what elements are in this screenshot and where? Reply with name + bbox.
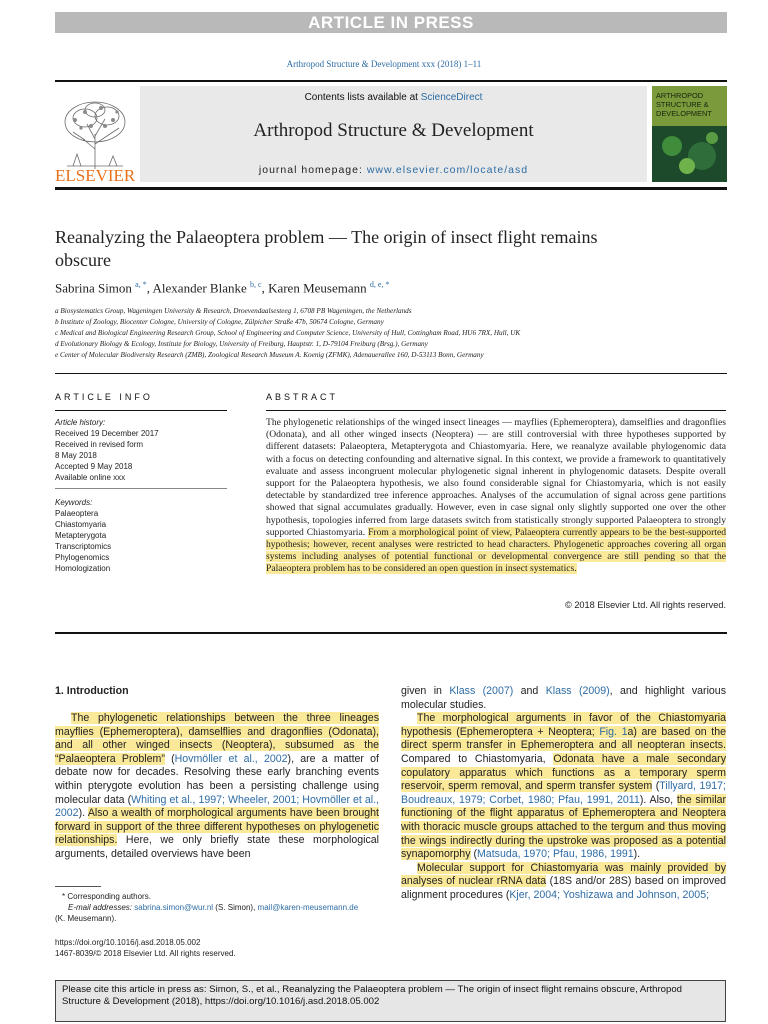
affiliation-item: a Biosystematics Group, Wageningen University & Research, Droevendaalsesteeg 1, 6708 PB Wageningen, the Netherlands xyxy=(55,307,412,315)
cover-title-line: STRUCTURE & xyxy=(656,100,709,109)
keyword-item[interactable]: Chiastomyaria xyxy=(55,520,107,529)
highlighted-text: Molecular support for Chiastomyaria was mainly provided by analyses of nuclear rRNA data xyxy=(401,861,726,888)
email-label: E-mail addresses: xyxy=(68,903,135,912)
abstract-heading: ABSTRACT xyxy=(266,392,339,402)
abstract-body: The phylogenetic relationships of the winged insect lineages — mayflies (Ephemeroptera), damselflies and dragonflies (Odonata), and all other winged insects (Neoptera) — are still controversial with three hypotheses supported by different datasets: Palaeoptera, Metapterygota and Chiastomyaria. Here, we reanalyze available phylogenomic data with a focus on detecting confounding and alternative signal. In this context, we provide a framework to quantitatively evaluate and assess incongruent molecular phylogenetic signal inherent in phylogenomic datasets. Despite overall support for the Palaeoptera hypothesis, we also found considerable signal for Chiastomyaria, which is not easily detectable by standardized tree inference approaches. Analyses of the accumulation of signal across gene partitions showed that signal accumulates gradually. However, even in case signal only slightly supported one over the other hypothesis, topologies inferred from large datasets switch from statistically strongly supported Palaeoptera to strongly supported Chiastomyaria. xyxy=(266,417,726,538)
paragraph-text: (18S and/or 28S) based on improved alignment procedures ( xyxy=(401,875,726,901)
reference-link[interactable]: Klass (2007) xyxy=(449,685,514,697)
elsevier-wordmark: ELSEVIER xyxy=(55,166,136,185)
issn-line: 1467-8039/© 2018 Elsevier Ltd. All rights reserved. xyxy=(55,949,236,958)
highlighted-text: Odonata have a male secondary copulatory apparatus which functions as a temporary sperm reservoir, sperm removal, and sperm transfer system xyxy=(401,752,726,793)
reference-link[interactable]: Hovmöller et al., 2002 xyxy=(174,752,288,765)
history-item: Accepted 9 May 2018 xyxy=(55,462,133,471)
doi-link[interactable]: https://doi.org/10.1016/j.asd.2018.05.002 xyxy=(55,938,201,947)
header-top-rule xyxy=(55,80,727,82)
keyword-item[interactable]: Transcriptomics xyxy=(55,542,112,551)
paragraph-text: Compared to Chiastomyaria, xyxy=(401,752,554,765)
email-owner: (S. Simon), xyxy=(213,903,258,912)
author-list: Sabrina Simon $^{a, *}$, Alexander Blanke $^{b, c}$, Karen Meusemann $^{d, e, *}$ xyxy=(55,280,390,296)
keyword-item[interactable]: Metapterygota xyxy=(55,531,107,540)
affiliation-item: e Center of Molecular Biodiversity Research (ZMB), Zoological Research Museum A. Koenig (ZFMK), Adenauerallee 160, D-53113 Bonn, Germany xyxy=(55,351,484,359)
keywords-label: Keywords: xyxy=(55,498,93,507)
history-item: Received 19 December 2017 xyxy=(55,429,159,438)
cover-illustration xyxy=(652,126,727,182)
corresponding-authors-note: * Corresponding authors. xyxy=(62,892,151,901)
paragraph-text: ). Also, xyxy=(639,793,677,806)
article-history xyxy=(55,417,227,483)
email-owner: (K. Meusemann). xyxy=(55,914,117,923)
paragraph-text: , and highlight various molecular studies. xyxy=(401,685,726,711)
author-affiliation-marker[interactable]: b, c xyxy=(250,280,262,289)
author-name[interactable]: Sabrina Simon xyxy=(55,280,132,296)
journal-reference-link[interactable]: Arthropod Structure & Development xxx (2018) 1–11 xyxy=(286,59,482,69)
history-item: 8 May 2018 xyxy=(55,451,97,460)
keywords-block xyxy=(55,497,227,574)
reference-link[interactable]: Tillyard, 1917; Boudreaux, 1979; Corbet, 1980; Pfau, 1991, 2011 xyxy=(401,780,726,806)
abstract-copyright: © 2018 Elsevier Ltd. All rights reserved. xyxy=(565,600,726,610)
article-info-heading: ARTICLE INFO xyxy=(55,392,153,402)
citation-notice-box: Please cite this article in press as: Simon, S., et al., Reanalyzing the Palaeoptera problem — The origin of insect flight remains obscure, Arthropod Structure & Development (2018), https://doi.org/10.1016/j.asd.2018.05.002 xyxy=(55,980,726,1022)
keyword-item[interactable]: Phylogenomics xyxy=(55,553,110,562)
article-info-rule xyxy=(55,410,227,411)
paragraph-text: Here, we only briefly state these morphological arguments, detailed overviews have been xyxy=(55,834,379,860)
abstract-text xyxy=(266,417,726,576)
history-item: Available online xxx xyxy=(55,473,126,482)
reference-link[interactable]: Klass (2009) xyxy=(545,685,610,697)
section-divider xyxy=(55,373,727,374)
footnote-rule xyxy=(55,886,101,887)
sciencedirect-link[interactable]: ScienceDirect xyxy=(420,92,483,103)
email-addresses xyxy=(68,903,388,914)
cover-title-line: DEVELOPMENT xyxy=(656,109,712,118)
affiliation-item: b Institute of Zoology, Biocenter Cologne, University of Cologne, Zülpicher Straße 47b, 50674 Cologne, Germany xyxy=(55,318,384,326)
keyword-item[interactable]: Homologization xyxy=(55,564,111,573)
section-divider xyxy=(55,632,727,634)
email-link[interactable]: sabrina.simon@wur.nl xyxy=(134,903,214,912)
right-column-text: given in Klass (2007) and Klass (2009), and highlight various molecular studies. The morphological arguments in favor of the Chiastomyaria hypothesis (Ephemeroptera + Neoptera; Fig. 1a) are based on the direct sperm transfer in Ephemeroptera and all neopteran insects. Compared to Chiastomyaria, Odonata have a male secondary copulatory apparatus which functions as a temporary sperm reservoir, sperm removal, and sperm transfer system (Tillyard, 1917; Boudreaux, 1979; Corbet, 1980; Pfau, 1991, 2011). Also, the similar functioning of the flight apparatus of Ephemeroptera and Neoptera with thoracic muscle groups attached to the tergum and thus moving the wings indirectly during the upstroke was proposed as a potential synapomorphy (Matsuda, 1970; Pfau, 1986, 1991). Molecular support for Chiastomyaria was mainly provided by analyses of nuclear rRNA data (18S and/or 28S) based on improved alignment procedures (Kjer, 2004; Yoshizawa and Johnson, 2005; xyxy=(401,685,726,901)
history-item: Received in revised form xyxy=(55,440,144,449)
journal-homepage xyxy=(140,164,647,176)
highlighted-text: Also a wealth of morphological arguments have been brought forward in support of the three different hypotheses on phylogenetic relationships. xyxy=(55,807,379,847)
journal-cover-thumbnail[interactable] xyxy=(652,86,727,182)
homepage-link[interactable]: www.elsevier.com/locate/asd xyxy=(366,164,529,176)
reference-link[interactable]: Matsuda, 1970; Pfau, 1986, 1991 xyxy=(476,848,634,861)
paragraph-text: and xyxy=(513,685,546,697)
cover-title xyxy=(656,91,726,118)
keyword-item[interactable]: Palaeoptera xyxy=(55,509,99,518)
abstract-rule xyxy=(266,410,726,411)
cover-title-line: ARTHROPOD xyxy=(656,91,704,100)
keywords-rule xyxy=(55,488,227,489)
contents-prefix: Contents lists available at xyxy=(304,92,421,103)
highlighted-text: a) are based on the direct sperm transfer in Ephemeroptera and all neopteran insects. xyxy=(401,725,726,752)
paragraph-text: given in xyxy=(401,685,450,697)
contents-line xyxy=(140,92,647,103)
author-affiliation-marker[interactable]: a, * xyxy=(135,280,147,289)
history-label: Article history: xyxy=(55,418,106,427)
highlighted-text: The morphological arguments in favor of the Chiastomyaria hypothesis (Ephemeroptera + Neoptera; xyxy=(401,712,726,738)
header-bottom-rule xyxy=(55,187,727,190)
journal-title: Arthropod Structure & Development xyxy=(253,120,534,141)
affiliation-item: d Evolutionary Biology & Ecology, Institute for Biology, University of Freiburg, Hauptstr. 1, D-79104 Freiburg (Brsg.), Germany xyxy=(55,340,428,348)
author-affiliation-marker[interactable]: d, e, * xyxy=(369,280,390,289)
homepage-prefix: journal homepage: xyxy=(258,164,367,176)
figure-link[interactable]: Fig. 1 xyxy=(599,725,628,738)
author-name[interactable]: Alexander Blanke xyxy=(152,280,247,296)
paragraph-text: ), are a matter of debate now for decades. Resolving these early branching events within pterygote evolution has been a persisting challenge using molecular data ( xyxy=(55,752,379,806)
email-link[interactable]: mail@karen-meusemann.de xyxy=(257,903,359,912)
introduction-heading: 1. Introduction xyxy=(55,685,129,697)
highlighted-text: the similar functioning of the flight apparatus of Ephemeroptera and Neoptera with thoracic muscle groups attached to the tergum and thus moving the wings indirectly during the upstroke was proposed as a potential synapomorphy xyxy=(401,793,726,861)
author-name[interactable]: Karen Meusemann xyxy=(268,280,367,296)
introduction-paragraph: The phylogenetic relationships between the three lineages mayflies (Ephemeroptera), damselflies and dragonflies (Odonata), and all other winged insects (Neoptera), subsumed as the “Palaeoptera Problem” (Hovmöller et al., 2002), are a matter of debate now for decades. Resolving these early branching events within pterygote evolution has been a persisting challenge using molecular data (Whiting et al., 1997; Wheeler, 2001; Hovmöller et al., 2002). Also a wealth of morphological arguments have been brought forward in support of the three different hypotheses on phylogenetic relationships. Here, we only briefly state these morphological arguments, detailed overviews have been xyxy=(55,712,379,860)
abstract-highlight: From a morphological point of view, Palaeoptera currently appears to be the best-supported hypothesis; however, recent analyses were restricted to head characters. Phylogenetic approaches covering all organ systems including analyses of potential functional or developmental convergence are still pending so that the Palaeoptera problem has to be considered an open question in insect systematics. xyxy=(266,526,727,575)
article-in-press-banner: ARTICLE IN PRESS xyxy=(55,12,727,33)
reference-link[interactable]: Kjer, 2004; Yoshizawa and Johnson, 2005; xyxy=(509,888,710,901)
affiliation-item: c Medical and Biological Engineering Research Group, School of Engineering and Computer Science, University of Hull, Cottingham Road, HU6 7RX, Hull, UK xyxy=(55,329,521,337)
reference-link[interactable]: Whiting et al., 1997; Wheeler, 2001; Hovmöller et al., 2002 xyxy=(55,793,379,820)
article-title: Reanalyzing the Palaeoptera problem — The origin of insect flight remains obscure xyxy=(55,227,598,270)
highlighted-text: The phylogenetic relationships between the three lineages mayflies (Ephemeroptera), damselflies and dragonflies (Odonata), and all other winged insects (Neoptera), subsumed as the “Palaeoptera Problem” xyxy=(55,712,379,765)
